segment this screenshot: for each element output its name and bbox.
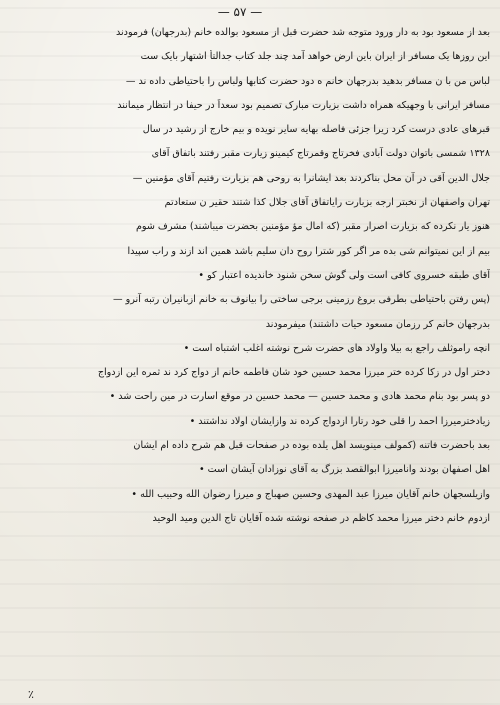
- text-line: جلال الدین آقی در آن محل بناکردند بعد ایشانرا به روحی هم بزیارت رفتیم آقای مؤمنین —: [132, 172, 490, 184]
- text-line: بعد از مسعود بود به دار ورود متوجه شد حضرت قبل از مسعود بوالده خانم (بدرجهان) فرمودند: [115, 27, 490, 38]
- text-line: لباس من با ن مسافر بدهید بدرجهان خانم ه دود حضرت کتابها ولباس را باحتیاطی داده ند —: [125, 75, 490, 87]
- text-line: بدرجهان خانم کر رزمان مسعود حیات داشتند) میفرمودند: [265, 318, 490, 330]
- end-mark: ٪: [28, 688, 34, 701]
- text-line: دو پسر بود بنام محمد هادی و محمد حسین — محمد حسین در موقع اسارت در مین راحت شد •: [109, 391, 490, 403]
- text-line: دختر اول در زکا کرده ختر میرزا محمد حسین خود شان فاطمه خانم از دواج کرد ند ثمره این ازدواج: [97, 367, 490, 379]
- text-line: بعد باحضرت فاتنه (کمولف مینویسد اهل یلده بوده در صفحات قبل هم شرح داده ام ایشان: [133, 440, 490, 452]
- text-line: این روزها یک مسافر از ایران باین ارض خواهد آمد چند جلد کتاب جدالتأ اشتهار بایک ست: [140, 51, 490, 63]
- body-text: [12, 26, 490, 536]
- page-number: — ۵۷ —: [217, 5, 263, 19]
- text-line: آقای طبقه خسروی کافی است ولی گوش سخن شنود خاندیده اعتبار کو •: [198, 269, 490, 281]
- text-line: تهران واصفهان از نخبتر ارجه بزبارت رایاتفاق آقای جلال کذا شتند حقیر ن ستعادتم: [164, 197, 490, 209]
- text-line: بیم از این نمیتوانم شی بده مر اگر کور شترا روح دان سلیم باشد همین اند ازند و راب سپیدا: [127, 245, 490, 257]
- text-line: قبرهای عادی درست کرد زیرا جزئی فاصله بهایه سایر نویده و بیم خارج از رشید در سال: [142, 124, 490, 136]
- text-line: زیادخترمیرزا احمد را قلی خود رتارا ازدواج کرده ند وازایشان اولاد نداشتند •: [189, 415, 490, 427]
- text-line: وازیلسجهان خانم آقایان میرزا عبد المهدی وحسین صهباج و میرزا رضوان الله وحبیب الله •: [131, 488, 490, 500]
- text-line: ازدوم خانم دختر میرزا محمد کاظم در صفحه نوشته شده آقایان تاج الدین ومید الوحید: [152, 512, 490, 524]
- text-line: هنوز یار نکرده که بزیارت اصرار مقبر (که امال مؤ مؤمنین بحضرت میباشند) مشرف شوم: [135, 221, 490, 233]
- text-line: (پس رفتن باحتیاطی بطرفی بروغ رزمینی برجی ساختی را بیانوف به خانم ازبانیران رتبه آنرو —: [112, 294, 490, 306]
- text-line: اهل اصفهان بودند وانامیرزا ابوالقصد بزرگ به آقای نوزادان آیشان است •: [198, 464, 490, 476]
- text-line: ۱۳۲۸ شمسی باتوان دولت آبادی فخرتاج وقمرتاج کیمینو زیارت مقبر رفتند باتفاق آقای: [151, 148, 490, 160]
- text-line: انچه راموثلف راجع به بیلا واولاد های حضرت شرح نوشته اغلب اشتباه است •: [183, 342, 490, 354]
- text-line: مسافر ایرانی با وجهیکه همراه داشت بزیارت مبارک تصمیم بود سعداً در حیفا در انتظار میمانند: [117, 99, 490, 111]
